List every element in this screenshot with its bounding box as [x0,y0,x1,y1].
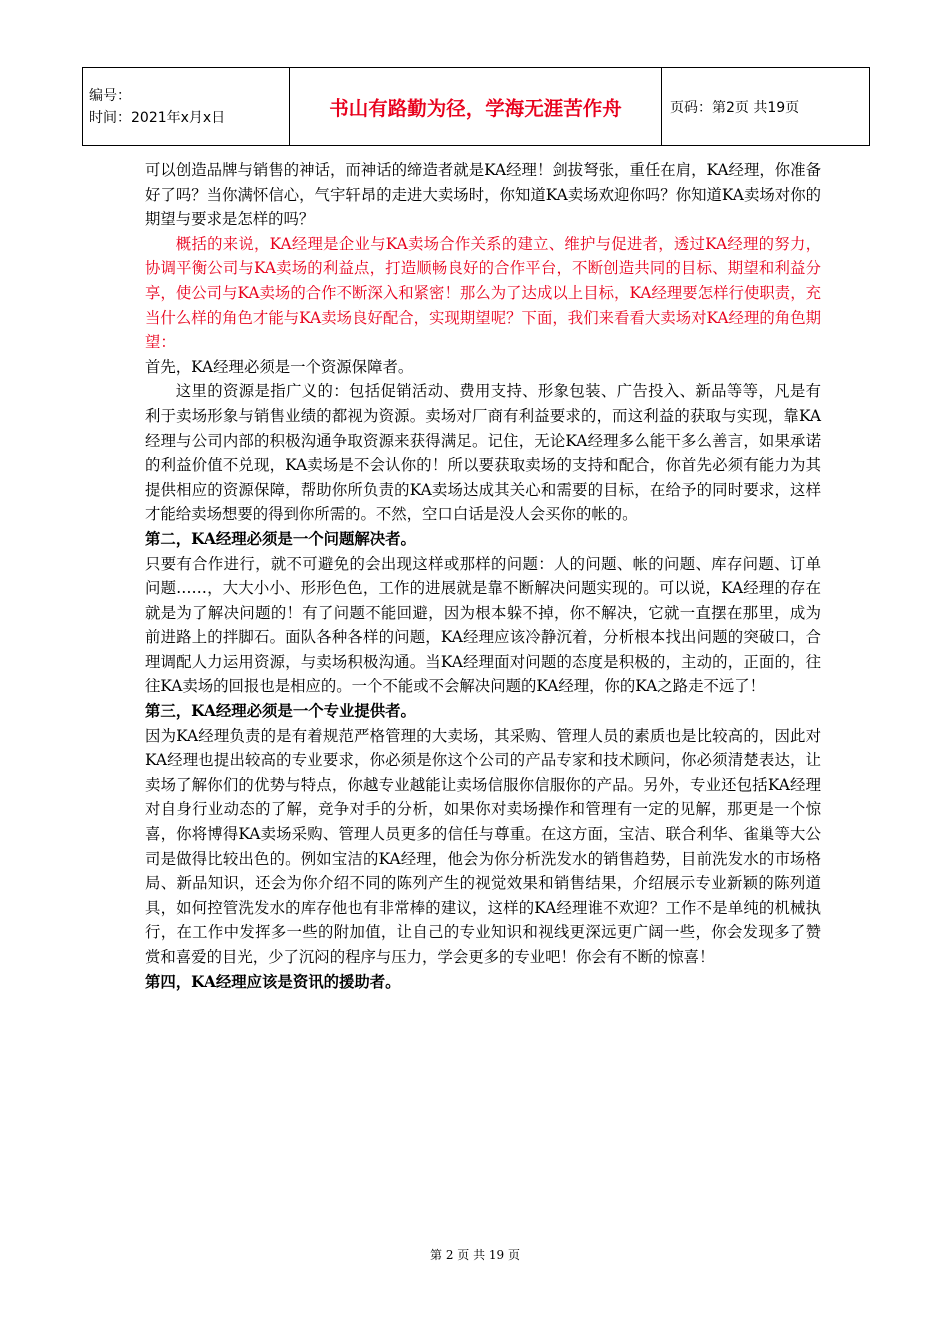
time-label: 时间：2021年x月x日 [89,109,226,126]
heading-third: 第三，KA经理必须是一个专业提供者。 [145,702,416,721]
paragraph-summary: 概括的来说，KA经理是企业与KA卖场合作关系的建立、维护与促进者，透过KA经理的努力，协调平衡公司与KA卖场的利益点，打造顺畅良好的合作平台，不断创造共同的目标、期望和利益分享，使公司与KA卖场的合作不断深入和紧密！那么为了达成以上目标，KA经理要怎样行使职责，充当什么样的角色才能与KA卖场良好配合，实现期望呢？下面，我们来看看大卖场对KA经理的角色期望： [145,234,821,352]
heading-first: 首先，KA经理必须是一个资源保障者。 [145,357,414,376]
heading-fourth: 第四，KA经理应该是资讯的援助者。 [145,972,401,991]
paragraph-professional: 因为KA经理负责的是有着规范严格管理的大卖场，其采购、管理人员的素质也是比较高的，因此对KA经理也提出较高的专业要求，你必须是你这个公司的产品专家和技术顾问，你必须清楚表达，让卖场了解你们的优势与特点，你越专业越能让卖场信服你信服你的产品。另外，专业还包括KA经理对自身行业动态的了解，竞争对手的分析，如果你对卖场操作和管理有一定的见解，那更是一个惊喜，你将博得KA卖场采购、管理人员更多的信任与尊重。在这方面，宝洁、联合利华、雀巢等大公司是做得比较出色的。例如宝洁的KA经理，他会为你分析洗发水的销售趋势，目前洗发水的市场格局、新品知识，还会为你介绍不同的陈列产生的视觉效果和销售结果，介绍展示专业新颖的陈列道具，如何控管洗发水的库存他也有非常棒的建议，这样的KA经理谁不欢迎？工作不是单纯的机械执行，在工作中发挥多一些的附加值，让自己的专业知识和视线更深远更广阔一些，你会发现多了赞赏和喜爱的目光，少了沉闷的程序与压力，学会更多的专业吧！你会有不断的惊喜！ [145,726,821,966]
header-meta [83,68,290,146]
header-motto: 书山有路勤为径，学海无涯苦作舟 [290,68,662,146]
serial-label: 编号： [89,87,131,104]
document-body [145,158,821,994]
paragraph-intro: 可以创造品牌与销售的神话，而神话的缔造者就是KA经理！剑拔弩张，重任在肩，KA经理，你准备好了吗？当你满怀信心，气宇轩昂的走进大卖场时，你知道KA卖场欢迎你吗？你知道KA卖场对你的期望与要求是怎样的吗？ [145,161,821,229]
header-table [82,67,870,146]
heading-second: 第二，KA经理必须是一个问题解决者。 [145,529,416,548]
paragraph-resources: 这里的资源是指广义的：包括促销活动、费用支持、形象包装、广告投入、新品等等，凡是有利于卖场形象与销售业绩的都视为资源。卖场对厂商有利益要求的，而这利益的获取与实现，靠KA经理与公司内部的积极沟通争取资源来获得满足。记住，无论KA经理多么能干多么善言，如果承诺的利益价值不兑现，KA卖场是不会认你的！所以要获取卖场的支持和配合，你首先必须有能力为其提供相应的资源保障，帮助你所负责的KA卖场达成其关心和需要的目标，在给予的同时要求，这样才能给卖场想要的得到你所需的。不然，空口白话是没人会买你的帐的。 [145,382,821,524]
header-page-info: 页码：第2页 共19页 [662,68,870,146]
page-footer: 第 2 页 共 19 页 [430,1248,520,1262]
paragraph-problems: 只要有合作进行，就不可避免的会出现这样或那样的问题：人的问题、帐的问题、库存问题、订单问题……，大大小小、形形色色，工作的进展就是靠不断解决问题实现的。可以说，KA经理的存在就是为了解决问题的！有了问题不能回避，因为根本躲不掉，你不解决，它就一直摆在那里，成为前进路上的拌脚石。面队各种各样的问题，KA经理应该冷静沉着，分析根本找出问题的突破口，合理调配人力运用资源，与卖场积极沟通。当KA经理面对问题的态度是积极的，主动的，正面的，往往KA卖场的回报也是相应的。一个不能或不会解决问题的KA经理，你的KA之路走不远了！ [145,554,821,696]
